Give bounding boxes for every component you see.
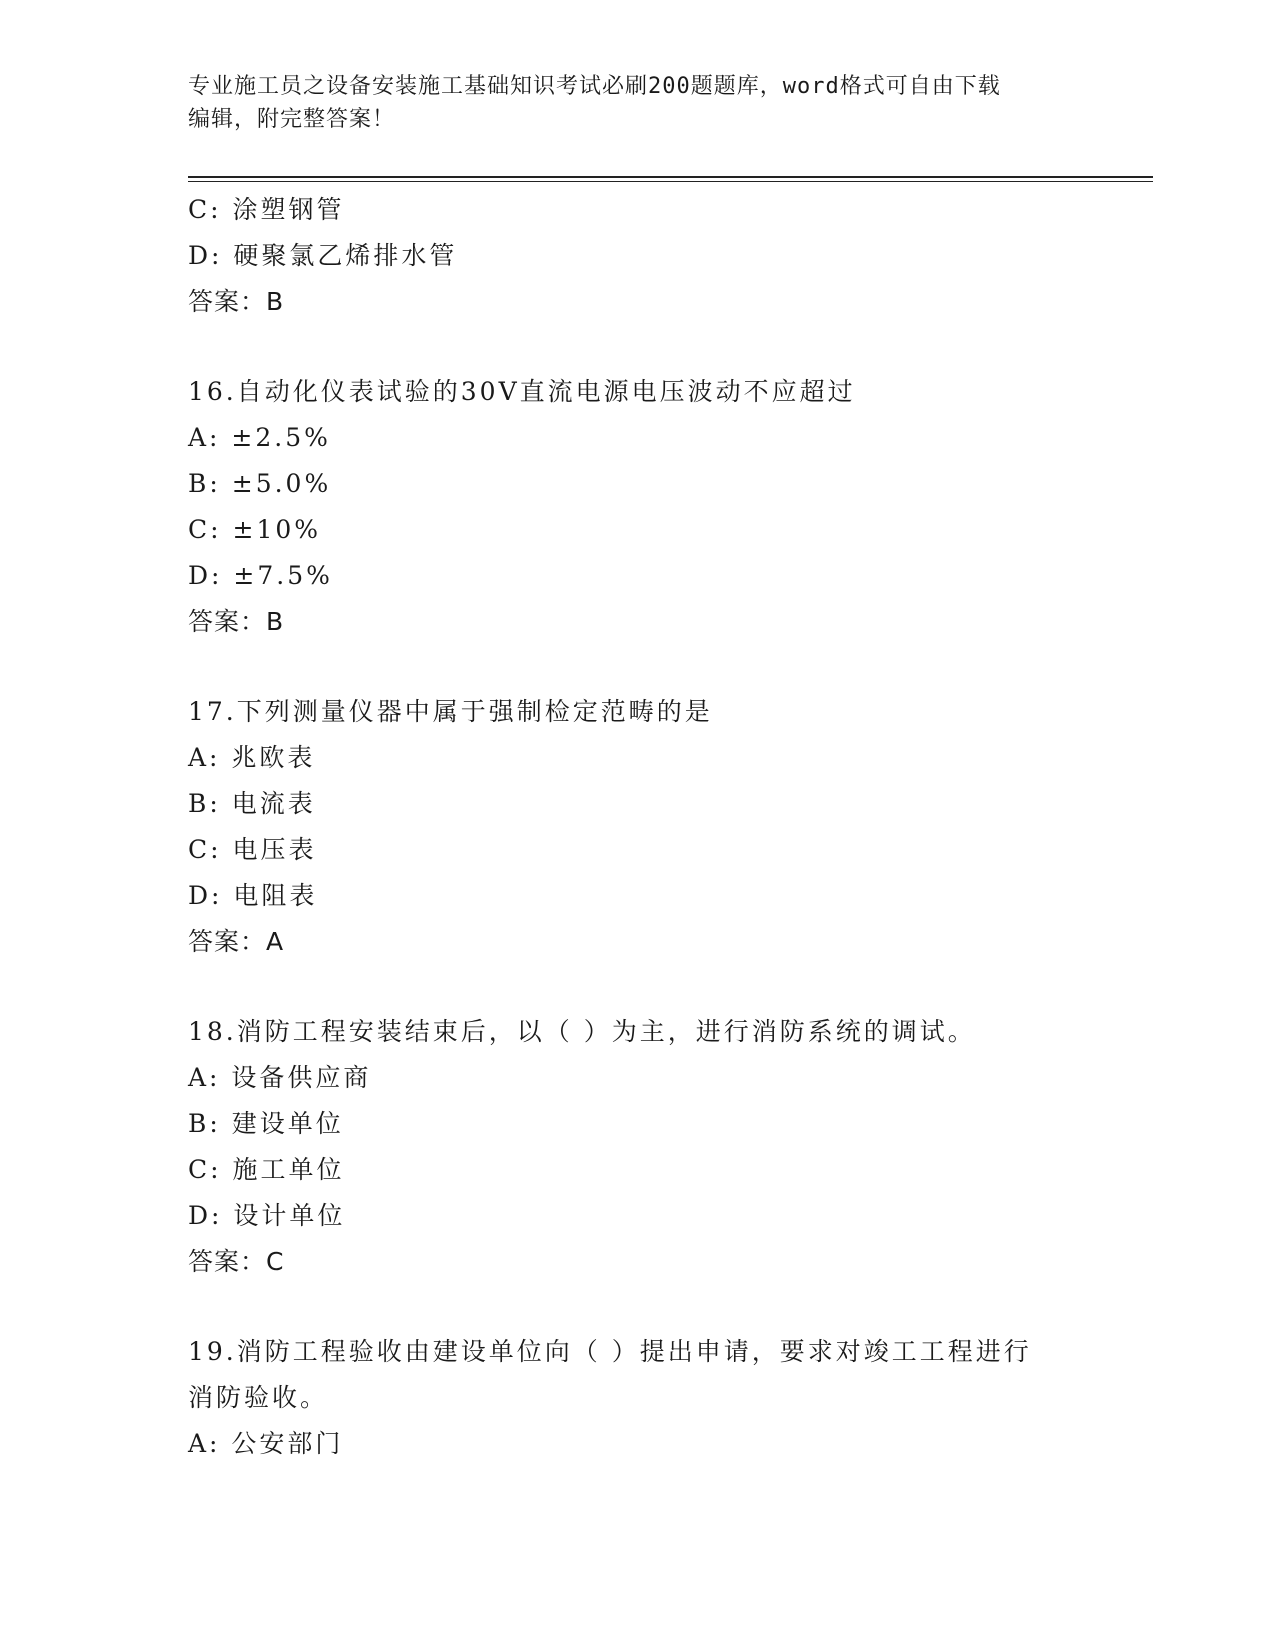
option-c: C: 电压表 (188, 835, 317, 864)
question-19 (188, 1329, 1088, 1467)
option-d: D: 设计单位 (188, 1201, 346, 1230)
question-18 (188, 1009, 1088, 1285)
document-header (188, 70, 1088, 136)
answer-line: 答案：A (188, 927, 285, 956)
question-stem-line-1: 19.消防工程验收由建设单位向（ ）提出申请，要求对竣工工程进行 (188, 1337, 1032, 1366)
spacer (188, 645, 1088, 689)
option-d: D: 硬聚氯乙烯排水管 (188, 241, 458, 270)
spacer (188, 325, 1088, 369)
answer-line: 答案：C (188, 1247, 285, 1276)
option-c: C: 涂塑钢管 (188, 195, 345, 224)
option-a: A: 设备供应商 (188, 1063, 372, 1092)
question-17 (188, 689, 1088, 965)
option-b: B: 电流表 (188, 789, 316, 818)
question-stem: 18.消防工程安装结束后，以（ ）为主，进行消防系统的调试。 (188, 1017, 976, 1046)
answer-line: 答案：B (188, 287, 285, 316)
option-c: C: ±10% (188, 515, 322, 544)
question-15-continued (188, 187, 1088, 325)
option-a: A: 兆欧表 (188, 743, 316, 772)
option-a: A: ±2.5% (188, 423, 331, 452)
option-d: D: 电阻表 (188, 881, 318, 910)
option-c: C: 施工单位 (188, 1155, 345, 1184)
spacer (188, 1285, 1088, 1329)
option-a: A: 公安部门 (188, 1429, 344, 1458)
header-line-1: 专业施工员之设备安装施工基础知识考试必刷200题题库，word格式可自由下载 (188, 74, 1001, 99)
header-divider (188, 176, 1153, 182)
question-stem: 16.自动化仪表试验的30V直流电源电压波动不应超过 (188, 377, 856, 406)
option-b: B: ±5.0% (188, 469, 332, 498)
question-list (188, 187, 1088, 1467)
answer-line: 答案：B (188, 607, 285, 636)
option-d: D: ±7.5% (188, 561, 333, 590)
option-b: B: 建设单位 (188, 1109, 344, 1138)
question-16 (188, 369, 1088, 645)
question-stem: 17.下列测量仪器中属于强制检定范畴的是 (188, 697, 713, 726)
spacer (188, 965, 1088, 1009)
question-stem-line-2: 消防验收。 (188, 1383, 329, 1412)
header-line-2: 编辑，附完整答案！ (188, 107, 396, 132)
